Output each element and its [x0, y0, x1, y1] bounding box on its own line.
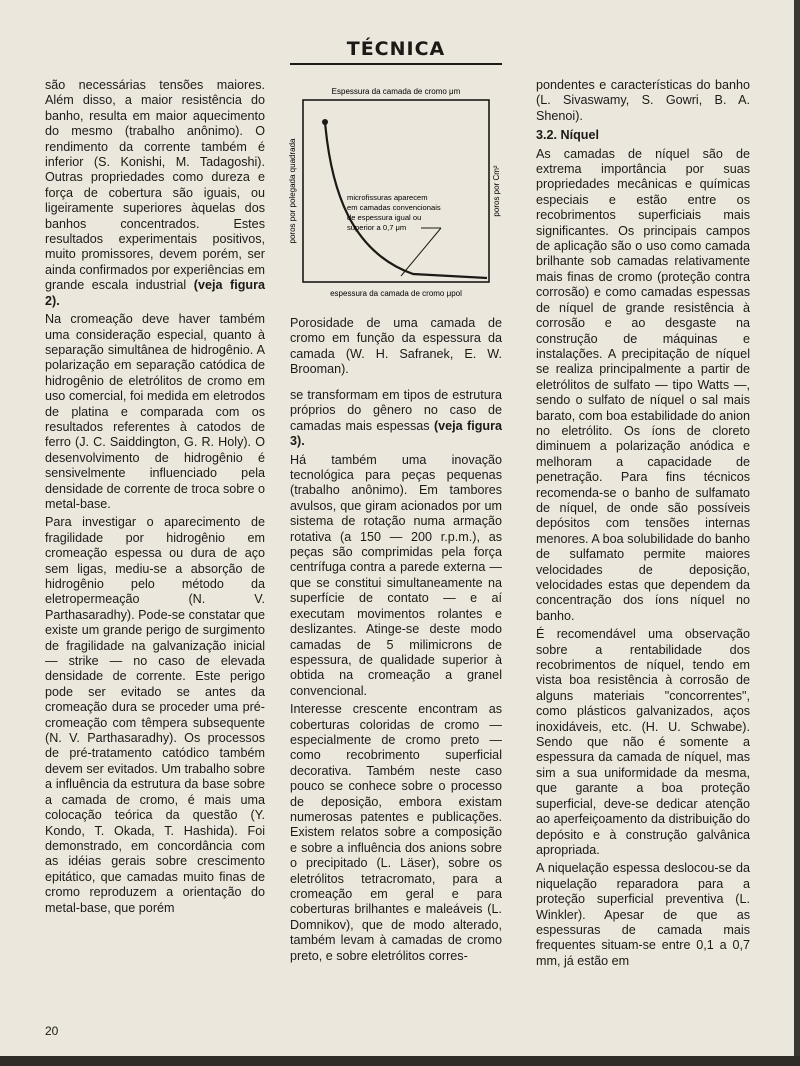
annotation-line-4: superior a 0,7 μm [347, 223, 407, 232]
paragraph: As camadas de níquel são de extrema importância por suas propriedades mecânicas e químicas especiais e estão entre os recobrimentos superficiais mais significantes. Os principais campos de aplicação são o uso como camada brilhante sob camadas relativamente mais finas de cromo (proteção contra corrosão) e como camadas espessas de níquel de grande resistência à corrosão e ao desgaste na construção de máquinas e instalações. A precipitação de níquel se realiza principalmente a partir de eletrólitos de sulfato — tipo Watts —, sendo o sulfato de níquel o sal mais barato, com boa estabilidade do anion no eletrólito. Os íons de cloreto diminuem a polarização anódica e melhoram a capacidade de penetração. Para fins técnicos recomenda-se o banho de sulfamato de níquel, de onde são possíveis depósitos com tensões internas menores. A boa solubilidade do banho de sulfamato permite maiores velocidades de deposição, velocidades estas que dependem da concentração dos íons níquel no banho. [536, 146, 750, 623]
right-axis-label: poros por Cm² [492, 165, 501, 217]
curve-start-point [322, 119, 328, 125]
right-column [536, 78, 750, 972]
paragraph: A niquelação espessa deslocou-se da niquelação reparadora para a proteção superficial preventiva (L. Winkler). Apesar de que as espessuras de camada mais frequentes situam-se entre 0,1 a 0,7 mm, já estão em [536, 861, 750, 968]
section-heading: 3.2. Níquel [536, 128, 599, 143]
page-number: 20 [45, 1024, 59, 1038]
figure-reference: (veja figura 3). [290, 418, 503, 449]
paragraph: pondentes e características do banho (L. Sivaswamy, S. Gowri, B. A. Shenoi). [536, 78, 750, 123]
scan-edge-right [794, 0, 800, 1066]
paragraph-text: se transformam em tipos de estrutura próprios do gênero no caso de camadas mais espessas [290, 388, 502, 433]
paragraph: Na cromeação deve haver também uma consideração especial, quanto à separação simultânea de hidrogênio. A polarização em separação catódica de hidrogênio de eletrólitos de cromo em uso comercial, foi medida em eletrodos de platina e comparada com os resultados referentes à catodos de ferro (J. C. Saiddington, G. R. Holy). O desenvolvimento de hidrogênio é sensivelmente influenciado pela densidade de corrente de troca sobre o metal-base. [45, 312, 265, 511]
paragraph: Há também uma inovação tecnológica para peças pequenas (trabalho anônimo). Em tambores avulsos, que giram acionados por um sistema de rotação numa armação rotativa (a 150 — 200 r.p.m.), as peças são comprimidas pela força centrífuga contra a parede externa — que se constitui simultaneamente na superfície de contato — e aí executam movimentos rolantes e deslizantes. Atinge-se deste modo camadas de 5 milimicrons de espessura, de qualidade superior à obtida na cromeação a granel convencional. [290, 452, 502, 698]
paragraph: É recomendável uma observação sobre a rentabilidade dos recobrimentos de níquel, tendo em vista boa resistência à corrosão de alguns materiais "concorrentes", como plásticos galvanizados, aços inoxidáveis, etc. (H. U. Schwabe). Sendo que não é somente a espessura da camada de níquel, mas sim a sua uniformidade da mesma, que garante a boa proteção superficial, deve-se dedicar atenção ao aperfeiçoamento da distribuição do depósito e à construção galvânica apropriada. [536, 627, 750, 857]
annotation-line-1: microfissuras aparecem [347, 193, 428, 202]
section-header: TÉCNICA [346, 38, 446, 60]
paragraph [290, 388, 502, 450]
paragraph-text: são necessárias tensões maiores. Além disso, a maior resistência do banho, resulta em maior aquecimento do mesmo (trabalho anônimo). O rendimento da corrente também é inferior (S. Konishi, M. Tadagoshi). Outras propriedades como dureza e força de cobertura são iguais, ou ligeiramente superiores àquelas dos banhos concentrados. Estes resultados experimentais positivos, muito promissores, devem porém, ser ainda confirmados por experiências em grande escala industrial [45, 78, 265, 293]
paragraph [45, 78, 265, 309]
scan-edge-bottom [0, 1056, 800, 1066]
paragraph: Para investigar o aparecimento de fragilidade por hidrogênio em cromeação espessa ou dura de aço sem ligas, mediu-se a absorção de hidrogênio pelo método da eletropermeação (N. V. Parthasaradhy). Pode-se constatar que existe um grande perigo de surgimento de fragilidade na galvanização inicial — strike — no caso de elevada densidade de corrente. Este perigo pode ser evitado se antes da cromeação dura se proceder uma pré-cromeação com têmpera subsequente (N. V. Parthasaradhy). Os processos de pré-tratamento catódico também devem ser evitados. Um trabalho sobre a influência da estrutura da base sobre a camada de cromo, é mais uma colocação teórica da questão (Y. Kondo, T. Okada, T. Hashida). Foi demonstrado, em concordância com as idéias gerais sobre crescimento epitático, que camadas muito finas de cromo reproduzem a orientação do metal-base, que porém [45, 515, 265, 915]
annotation-leader-diagonal [401, 228, 441, 276]
figure-caption: Porosidade de uma camada de cromo em função da espessura da camada (W. H. Safranek, E. W. Brooman). [290, 316, 502, 377]
annotation-line-2: em camadas convencionais [347, 203, 441, 212]
left-column [45, 78, 265, 919]
paragraph: Interesse crescente encontram as coberturas coloridas de cromo — especialmente de cromo preto — como recobrimento superficial decorativa. Também neste caso pouco se conhece sobre o processo de deposição, embora existam numerosas patentes e publicações. Existem relatos sobre a composição e sobre a influência dos anions sobre o precipitado (L. Läser), sobre os eletrólitos tetracromato, para a cromeação em geral e para coberturas brilhantes e maleáveis (L. Domnikov), que de modo alterado, também levam à camadas de cromo preto, e sobre eletrólitos corres- [290, 702, 502, 963]
plot-frame [303, 100, 489, 282]
porosity-chart [283, 80, 509, 312]
middle-column [290, 388, 502, 967]
porosity-figure [283, 80, 509, 312]
annotation-line-3: de espessura igual ou [347, 213, 422, 222]
header-rule [290, 63, 502, 65]
figure-reference: (veja figura 2). [45, 278, 266, 308]
top-axis-label: Espessura da camada de cromo μm [331, 87, 461, 96]
bottom-axis-label: espessura da camada de cromo μpol [330, 289, 462, 298]
left-axis-label: poros por polegada quadrada [288, 138, 297, 244]
